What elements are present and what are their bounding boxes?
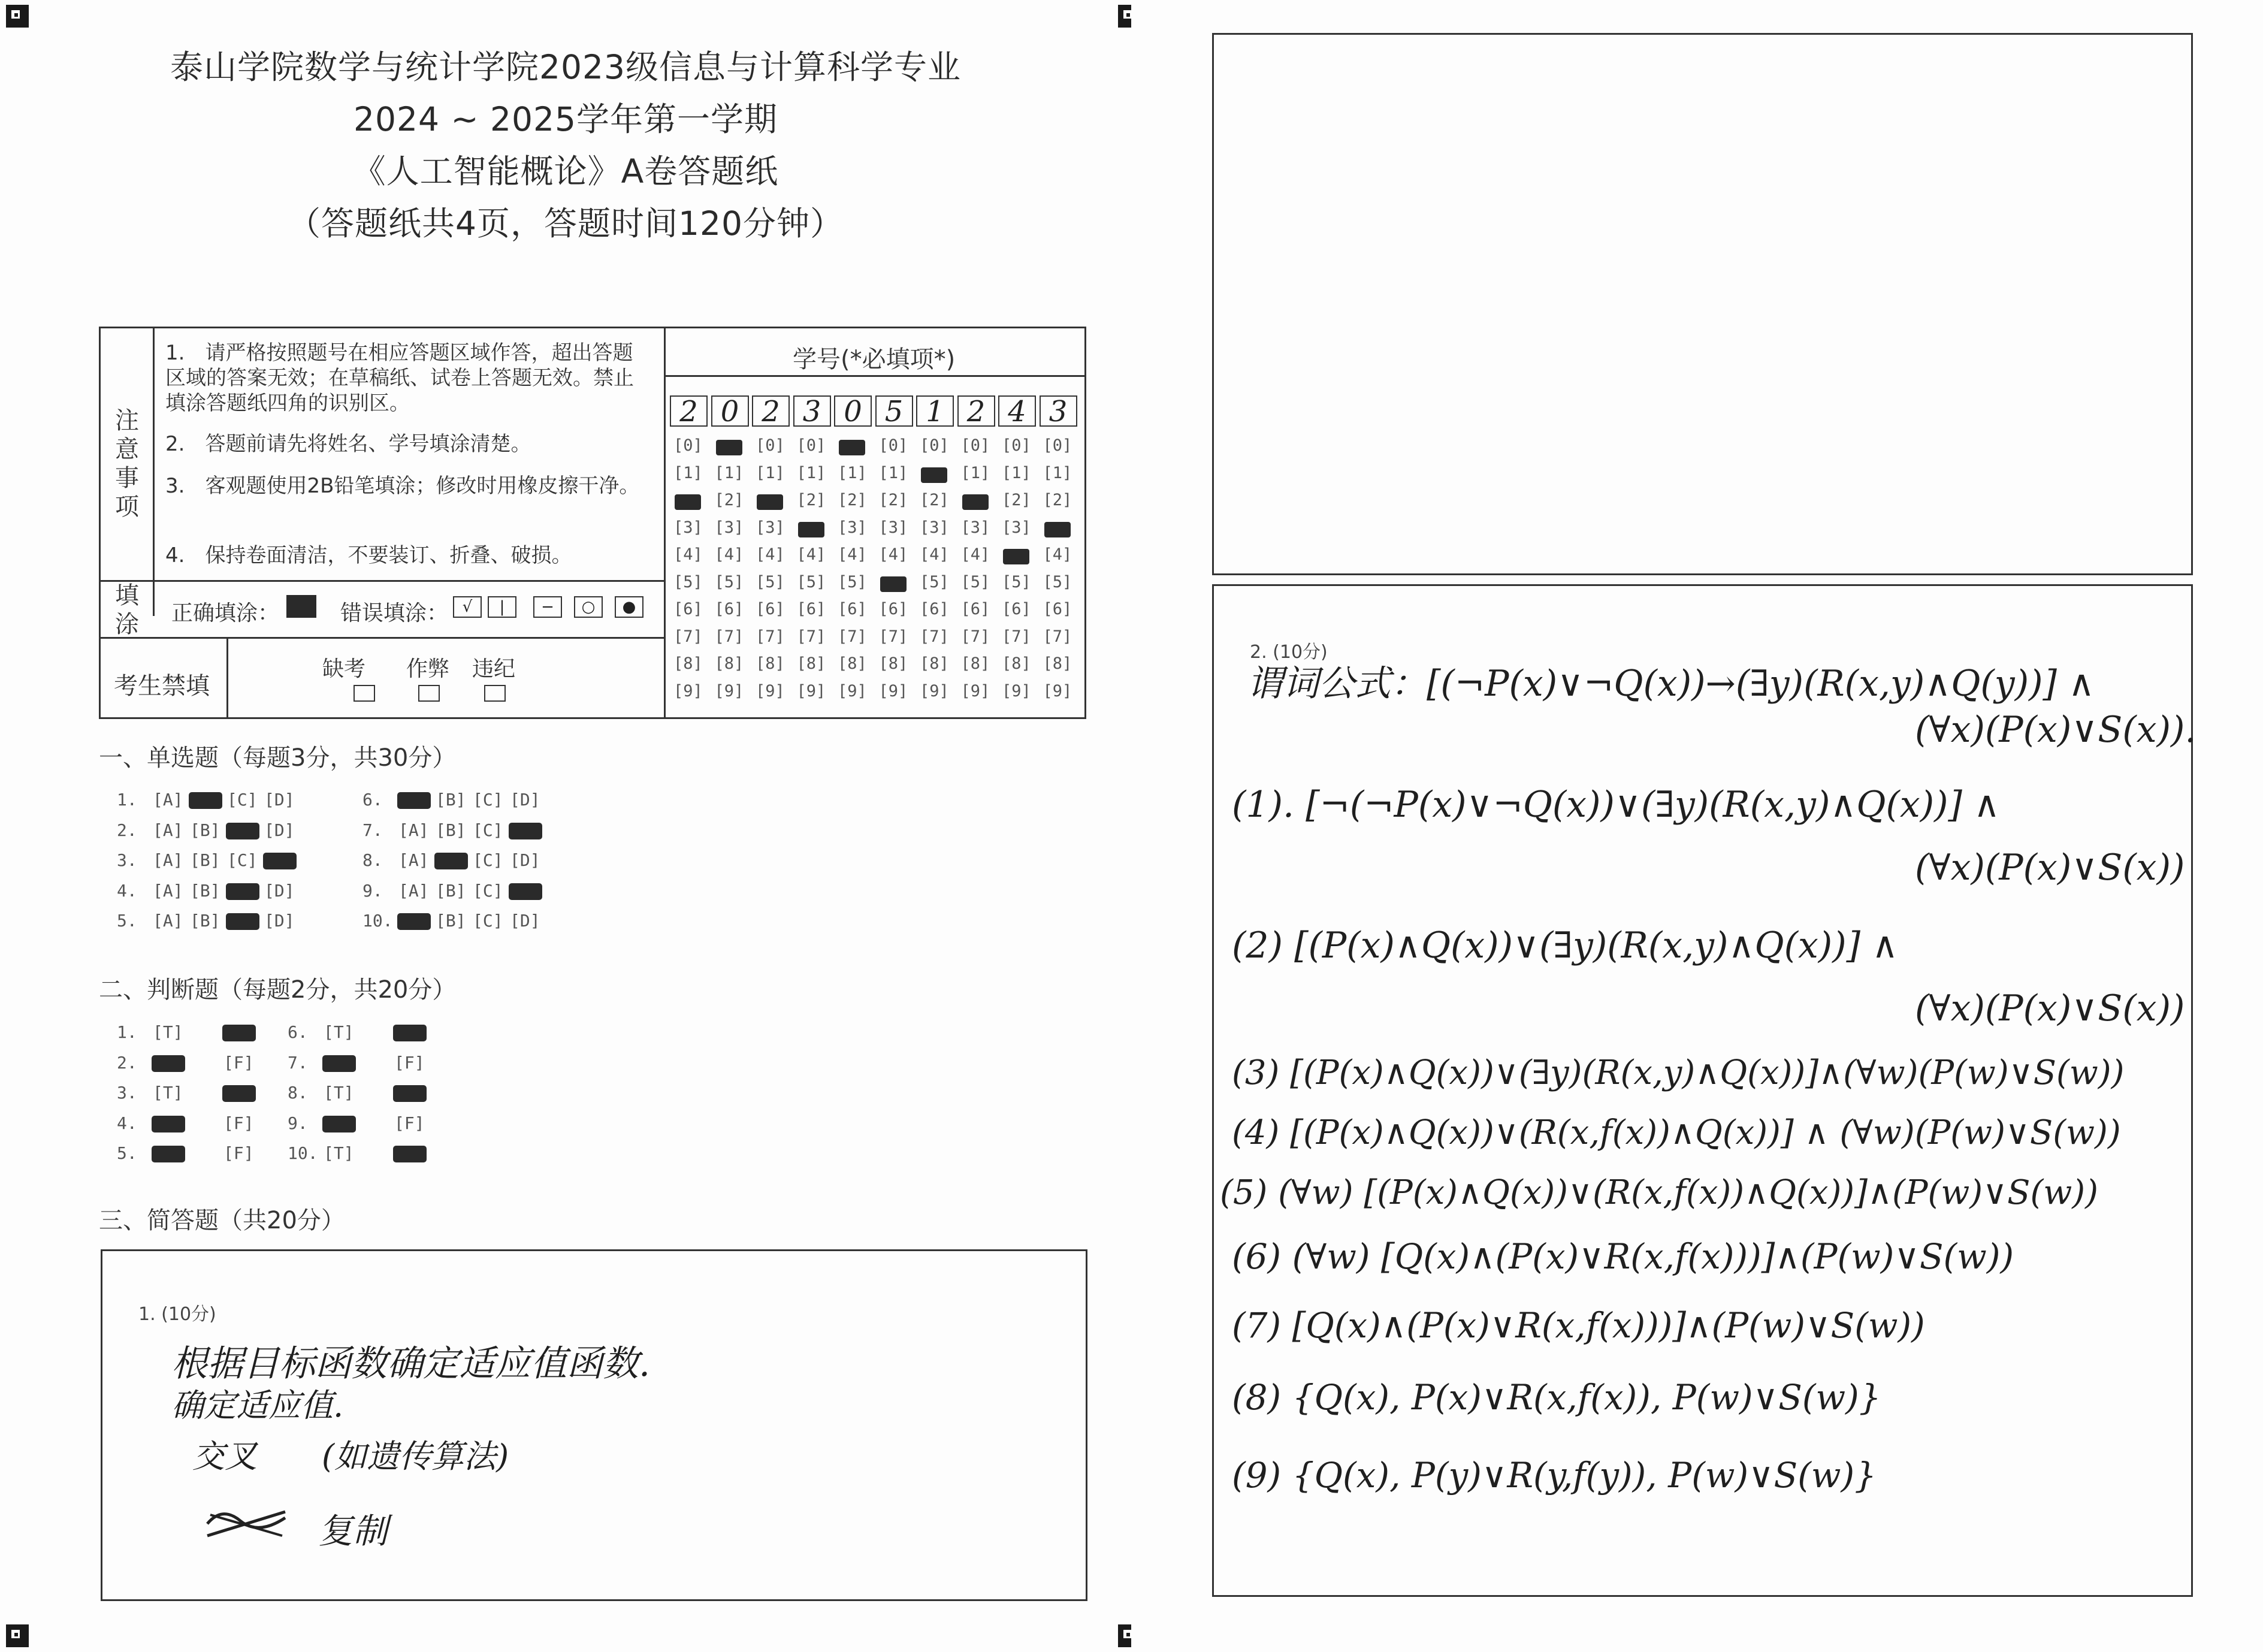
answer-option-a[interactable]: [A]	[153, 790, 183, 810]
q2-answer-box[interactable]	[1212, 584, 2196, 1597]
student-id-bubble[interactable]: [7]	[878, 627, 908, 646]
wrong-sample-dot: ●	[615, 596, 643, 618]
answer-option-d[interactable]	[264, 850, 295, 870]
header-note: （答题纸共4页，答题时间120分钟）	[288, 204, 844, 243]
answer-option-d[interactable]	[510, 881, 540, 901]
answer-option-b[interactable]: [B]	[436, 820, 466, 840]
answer-option-t[interactable]	[153, 1053, 183, 1073]
student-id-bubble[interactable]: [4]	[838, 545, 867, 564]
student-id-bubble[interactable]: [5]	[1043, 572, 1072, 591]
answer-option-t[interactable]	[324, 1113, 354, 1133]
wrong-sample-check: √	[453, 596, 482, 618]
student-id-bubble[interactable]: [4]	[714, 545, 744, 564]
wrong-sample-bar: |	[488, 596, 516, 618]
fill-correct-label: 正确填涂：	[171, 601, 280, 626]
answer-option-c[interactable]: [C]	[473, 880, 503, 901]
question-number: 5.	[117, 1143, 137, 1163]
question-number: 2.	[117, 1052, 137, 1073]
answer-option-b[interactable]: [B]	[436, 880, 466, 901]
student-id-digit-box: 2	[670, 395, 708, 427]
student-id-bubble[interactable]: [6]	[838, 600, 867, 618]
student-id-bubble[interactable]: [7]	[714, 627, 744, 646]
answer-option-c[interactable]: [C]	[227, 850, 258, 870]
student-id-bubble[interactable]: [7]	[1043, 627, 1072, 646]
student-id-bubble[interactable]: [9]	[756, 681, 785, 700]
q2-label: 2. (10分)	[1250, 642, 1328, 663]
student-id-bubble[interactable]: [0]	[920, 436, 949, 455]
student-id-bubble[interactable]: [5]	[756, 572, 785, 591]
answer-option-c[interactable]: [C]	[473, 911, 503, 931]
q2-answer-line-2: (∀x)(P(x)∨S(x)).	[1915, 709, 2196, 751]
answer-sheet-page-right	[1131, 0, 2263, 1652]
forbidden-violation-box[interactable]	[484, 685, 506, 702]
answer-option-a[interactable]: [A]	[398, 850, 429, 870]
student-id-bubble[interactable]: [3]	[838, 518, 867, 537]
question-number: 9.	[288, 1113, 308, 1133]
question-number: 1.	[117, 790, 137, 810]
forbidden-violation-label: 违纪	[472, 657, 516, 681]
student-id-bubble[interactable]: [6]	[796, 600, 826, 618]
section1-title: 一、单选题（每题3分，共30分）	[99, 744, 457, 772]
answer-option-c[interactable]: [C]	[227, 790, 258, 810]
student-id-bubble[interactable]: [8]	[878, 654, 908, 673]
answer-option-f[interactable]	[394, 1143, 425, 1163]
answer-option-t[interactable]: [T]	[324, 1143, 354, 1163]
answer-option-f[interactable]: [F]	[394, 1052, 425, 1073]
q2-answer-line-5: (2) [(P(x)∧Q(x))∨(∃y)(R(x,y)∧Q(x))] ∧	[1232, 925, 1899, 967]
header-term: 2024 ~ 2025学年第一学期	[354, 100, 778, 138]
answer-option-d[interactable]: [D]	[510, 911, 540, 931]
corner-marker	[6, 1624, 29, 1647]
q1-answer-box[interactable]	[101, 1249, 1087, 1601]
question-number: 3.	[117, 850, 137, 870]
student-id-bubble[interactable]: [3]	[878, 518, 908, 537]
answer-option-a[interactable]: [A]	[398, 880, 429, 901]
notice-item-2: 2. 答题前请先将姓名、学号填涂清楚。	[165, 432, 531, 456]
notice-item-1: 1. 请严格按照题号在相应答题区域作答，超出答题区域的答案无效；在草稿纸、试卷上答题无效。禁止填涂答题纸四角的识别区。	[165, 341, 634, 415]
student-id-bubble[interactable]: [8]	[960, 654, 990, 673]
answer-option-b[interactable]	[190, 790, 220, 810]
answer-option-f[interactable]	[394, 1083, 425, 1103]
question-number: 2.	[117, 820, 137, 840]
answer-option-t[interactable]: [T]	[153, 1022, 183, 1042]
answer-option-f[interactable]: [F]	[394, 1113, 425, 1133]
answer-option-c[interactable]: [C]	[473, 850, 503, 870]
student-id-bubble[interactable]: [8]	[920, 654, 949, 673]
answer-option-d[interactable]: [D]	[510, 790, 540, 810]
student-id-bubble[interactable]: [8]	[1043, 654, 1072, 673]
student-id-bubble[interactable]: [4]	[673, 545, 703, 564]
student-id-digit-box: 4	[998, 395, 1036, 427]
student-id-bubble[interactable]: [0]	[673, 436, 703, 455]
question-number: 4.	[117, 880, 137, 901]
q2-answer-line-13: (9) {Q(x), P(y)∨R(y,f(y)), P(w)∨S(w)}	[1232, 1455, 1877, 1496]
student-id-bubble[interactable]: [2]	[838, 491, 867, 509]
student-id-bubble[interactable]: [2]	[1043, 491, 1072, 509]
header-school: 泰山学院数学与统计学院2023级信息与计算科学专业	[170, 48, 961, 86]
forbidden-cheat-box[interactable]	[418, 685, 440, 702]
student-id-bubble[interactable]: [1]	[673, 463, 703, 482]
student-id-digit-box: 5	[875, 395, 913, 427]
student-id-bubble[interactable]: [0]	[878, 436, 908, 455]
question-number: 9.	[362, 880, 383, 901]
student-id-bubble[interactable]: [6]	[756, 600, 785, 618]
answer-option-t[interactable]: [T]	[324, 1022, 354, 1042]
wrong-sample-dash: −	[533, 596, 562, 618]
answer-option-f[interactable]	[394, 1022, 425, 1042]
answer-option-b[interactable]: [B]	[436, 911, 466, 931]
answer-option-t[interactable]	[153, 1143, 183, 1163]
section3-title: 三、简答题（共20分）	[99, 1207, 345, 1234]
student-id-bubble[interactable]: [1]	[960, 463, 990, 482]
forbidden-absent-box[interactable]	[354, 685, 375, 702]
answer-option-b[interactable]: [B]	[190, 850, 220, 870]
student-id-bubble[interactable]: [4]	[920, 545, 949, 564]
student-id-bubble[interactable]: [9]	[838, 681, 867, 700]
q2-answer-line-10: (6) (∀w) [Q(x)∧(P(x)∨R(x,f(x)))]∧(P(w)∨S(w))	[1232, 1236, 2014, 1277]
answer-option-c[interactable]: [C]	[473, 790, 503, 810]
answer-option-a[interactable]: [A]	[153, 820, 183, 840]
student-id-bubble[interactable]: [8]	[756, 654, 785, 673]
student-id-bubble[interactable]: [5]	[796, 572, 826, 591]
answer-option-a[interactable]: [A]	[153, 911, 183, 931]
student-id-bubble[interactable]: [7]	[673, 627, 703, 646]
student-id-bubble[interactable]: [9]	[1043, 681, 1072, 700]
question-number: 10.	[362, 911, 393, 931]
student-id-bubble[interactable]: [5]	[838, 572, 867, 591]
student-id-bubble[interactable]: [0]	[756, 436, 785, 455]
student-id-bubble[interactable]	[797, 518, 826, 537]
student-id-bubble[interactable]: [5]	[960, 572, 990, 591]
student-id-bubble[interactable]: [6]	[673, 600, 703, 618]
student-id-bubble[interactable]: [7]	[796, 627, 826, 646]
fill-label: 填 涂	[115, 582, 139, 638]
answer-option-t[interactable]: [T]	[153, 1083, 183, 1103]
question-number: 7.	[362, 820, 383, 840]
q1-crossed-out	[204, 1503, 288, 1545]
student-id-bubble[interactable]: [9]	[796, 681, 826, 700]
student-id-bubble[interactable]: [4]	[960, 545, 990, 564]
answer-option-d[interactable]: [D]	[264, 820, 295, 840]
student-id-bubble[interactable]: [8]	[838, 654, 867, 673]
blank-answer-box[interactable]	[1212, 33, 2193, 575]
student-id-bubble[interactable]: [0]	[796, 436, 826, 455]
answer-option-f[interactable]	[223, 1083, 254, 1103]
student-id-bubble[interactable]: [9]	[1002, 681, 1031, 700]
student-id-bubble[interactable]	[756, 491, 785, 509]
student-id-bubble[interactable]: [3]	[920, 518, 949, 537]
student-id-bubble[interactable]	[715, 436, 744, 455]
student-id-bubble[interactable]: [1]	[714, 463, 744, 482]
answer-option-b[interactable]: [B]	[436, 790, 466, 810]
question-number: 3.	[117, 1083, 137, 1103]
q2-answer-line-12: (8) {Q(x), P(x)∨R(x,f(x)), P(w)∨S(w)}	[1232, 1377, 1881, 1418]
answer-option-d[interactable]: [D]	[264, 911, 295, 931]
notice-item-3: 3. 客观题使用2B铅笔填涂；修改时用橡皮擦干净。	[165, 474, 640, 498]
student-id-bubble[interactable]: [9]	[673, 681, 703, 700]
q1-label: 1. (10分)	[138, 1304, 216, 1325]
student-id-bubble[interactable]	[961, 491, 990, 509]
answer-option-d[interactable]: [D]	[264, 790, 295, 810]
answer-sheet-page-left	[0, 0, 1131, 1652]
answer-option-d[interactable]: [D]	[510, 850, 540, 870]
answer-option-a[interactable]: [A]	[398, 820, 429, 840]
student-id-digit-box: 3	[1040, 395, 1077, 427]
q1-answer-line-3: 交叉 (如遗传算法)	[192, 1437, 509, 1475]
answer-option-t[interactable]	[153, 1113, 183, 1133]
student-id-bubble[interactable]: [2]	[920, 491, 949, 509]
student-id-bubble[interactable]: [9]	[878, 681, 908, 700]
answer-option-d[interactable]: [D]	[264, 880, 295, 901]
student-id-title: 学号(*必填项*)	[793, 346, 956, 373]
student-id-bubble[interactable]: [9]	[960, 681, 990, 700]
header-course: 《人工智能概论》A卷答题纸	[352, 152, 779, 191]
student-id-bubble[interactable]: [5]	[1002, 572, 1031, 591]
student-id-bubble[interactable]: [0]	[1043, 436, 1072, 455]
student-id-bubble[interactable]: [4]	[878, 545, 908, 564]
student-id-bubble[interactable]: [6]	[714, 600, 744, 618]
q2-answer-line-7: (3) [(P(x)∧Q(x))∨(∃y)(R(x,y)∧Q(x))]∧(∀w)(P(w)∨S(w))	[1232, 1053, 2125, 1092]
student-id-bubble[interactable]: [8]	[714, 654, 744, 673]
student-id-bubble[interactable]	[920, 464, 949, 482]
student-id-bubble[interactable]: [5]	[714, 572, 744, 591]
student-id-bubble[interactable]: [4]	[1043, 545, 1072, 564]
student-id-bubble[interactable]: [2]	[796, 491, 826, 509]
student-id-bubble[interactable]: [2]	[878, 491, 908, 509]
student-id-bubble[interactable]: [1]	[1002, 463, 1031, 482]
q1-answer-line-4: 复制	[318, 1511, 388, 1551]
answer-option-c[interactable]	[227, 820, 258, 840]
corner-marker	[6, 5, 29, 28]
student-id-bubble[interactable]: [1]	[878, 463, 908, 482]
notice-table	[99, 327, 1086, 719]
student-id-bubble[interactable]: [8]	[796, 654, 826, 673]
student-id-bubble[interactable]: [6]	[1002, 600, 1031, 618]
q2-answer-line-1: 谓词公式：[(¬P(x)∨¬Q(x))→(∃y)(R(x,y)∧Q(y))] ∧	[1247, 663, 2095, 705]
answer-option-a[interactable]: [A]	[153, 850, 183, 870]
student-id-bubble[interactable]: [8]	[1002, 654, 1031, 673]
student-id-bubble[interactable]: [3]	[714, 518, 744, 537]
wrong-sample-circle: ○	[574, 596, 603, 618]
student-id-bubble[interactable]: [5]	[673, 572, 703, 591]
q2-answer-line-4: (∀x)(P(x)∨S(x))	[1915, 847, 2185, 889]
notice-label: 注 意 事 项	[115, 407, 139, 521]
student-id-bubble[interactable]: [7]	[1002, 627, 1031, 646]
student-id-bubble[interactable]: [4]	[756, 545, 785, 564]
answer-option-f[interactable]: [F]	[223, 1143, 254, 1163]
question-number: 1.	[117, 1022, 137, 1042]
answer-option-b[interactable]: [B]	[190, 911, 220, 931]
student-id-bubble[interactable]	[1002, 545, 1031, 564]
q2-answer-line-6: (∀x)(P(x)∨S(x))	[1915, 987, 2185, 1029]
question-number: 4.	[117, 1113, 137, 1133]
student-id-bubble[interactable]: [0]	[1002, 436, 1031, 455]
answer-option-b[interactable]: [B]	[190, 820, 220, 840]
student-id-bubble[interactable]: [3]	[1002, 518, 1031, 537]
q2-answer-line-3: (1). [¬(¬P(x)∨¬Q(x))∨(∃y)(R(x,y)∧Q(x))] ∧	[1232, 784, 2000, 826]
fill-wrong-label: 错误填涂：	[340, 601, 449, 626]
student-id-bubble[interactable]: [0]	[960, 436, 990, 455]
fill-correct-sample	[286, 595, 316, 618]
student-id-bubble[interactable]: [6]	[920, 600, 949, 618]
student-id-bubble[interactable]: [2]	[1002, 491, 1031, 509]
answer-option-b[interactable]: [B]	[190, 880, 220, 901]
student-id-bubble[interactable]: [2]	[714, 491, 744, 509]
student-id-bubble[interactable]: [6]	[1043, 600, 1072, 618]
student-id-bubble[interactable]	[673, 491, 703, 509]
q2-answer-line-11: (7) [Q(x)∧(P(x)∨R(x,f(x)))]∧(P(w)∨S(w))	[1232, 1305, 1925, 1346]
question-number: 7.	[288, 1052, 308, 1073]
student-id-bubble[interactable]: [3]	[960, 518, 990, 537]
student-id-bubble[interactable]: [5]	[920, 572, 949, 591]
student-id-bubble[interactable]	[879, 573, 908, 591]
student-id-bubble[interactable]: [1]	[1043, 463, 1072, 482]
forbidden-absent-label: 缺考	[322, 657, 366, 681]
answer-option-a[interactable]	[398, 911, 429, 931]
student-id-bubble[interactable]	[838, 436, 867, 455]
student-id-bubble[interactable]: [1]	[756, 463, 785, 482]
q1-answer-line-2: 确定适应值.	[171, 1387, 344, 1424]
answer-option-b[interactable]	[436, 850, 466, 870]
answer-option-d[interactable]	[510, 820, 540, 840]
student-id-bubble[interactable]: [1]	[838, 463, 867, 482]
answer-option-c[interactable]: [C]	[473, 820, 503, 840]
question-number: 5.	[117, 911, 137, 931]
student-id-bubble[interactable]: [3]	[673, 518, 703, 537]
question-number: 8.	[288, 1083, 308, 1103]
student-id-digit-box: 2	[752, 395, 790, 427]
question-number: 10.	[288, 1143, 318, 1163]
student-id-digit-box: 0	[711, 395, 749, 427]
answer-option-a[interactable]: [A]	[153, 880, 183, 901]
q1-answer-line-1: 根据目标函数确定适应值函数.	[171, 1343, 651, 1385]
student-id-digit-box: 3	[793, 395, 831, 427]
notice-item-4: 4. 保持卷面清洁，不要装订、折叠、破损。	[165, 543, 572, 567]
answer-option-t[interactable]: [T]	[324, 1083, 354, 1103]
student-id-digit-box: 1	[916, 395, 954, 427]
student-id-digit-box: 2	[957, 395, 995, 427]
student-id-bubble[interactable]: [4]	[796, 545, 826, 564]
student-id-bubble[interactable]: [3]	[756, 518, 785, 537]
answer-option-t[interactable]	[324, 1053, 354, 1073]
student-id-bubble[interactable]: [7]	[920, 627, 949, 646]
forbidden-label: 考生禁填	[114, 672, 210, 700]
student-id-digit-box: 0	[834, 395, 872, 427]
section2-title: 二、判断题（每题2分，共20分）	[99, 976, 457, 1004]
student-id-bubble[interactable]: [8]	[673, 654, 703, 673]
question-number: 8.	[362, 850, 383, 870]
student-id-bubble[interactable]: [7]	[838, 627, 867, 646]
question-number: 6.	[288, 1022, 308, 1042]
answer-option-f[interactable]	[223, 1022, 254, 1042]
student-id-bubble[interactable]	[1043, 518, 1072, 537]
answer-option-a[interactable]	[398, 790, 429, 810]
student-id-bubble[interactable]: [7]	[756, 627, 785, 646]
answer-option-c[interactable]	[227, 881, 258, 901]
q2-answer-line-9: (5) (∀w) [(P(x)∧Q(x))∨(R(x,f(x))∧Q(x))]∧(P(w)∨S(w))	[1220, 1173, 2098, 1212]
q2-answer-line-8: (4) [(P(x)∧Q(x))∨(R(x,f(x))∧Q(x))] ∧ (∀w)(P(w)∨S(w))	[1232, 1113, 2121, 1152]
answer-option-f[interactable]: [F]	[223, 1052, 254, 1073]
question-number: 6.	[362, 790, 383, 810]
student-id-bubble[interactable]: [9]	[920, 681, 949, 700]
student-id-bubble[interactable]: [6]	[878, 600, 908, 618]
student-id-bubble[interactable]: [7]	[960, 627, 990, 646]
student-id-bubble[interactable]: [9]	[714, 681, 744, 700]
student-id-bubble[interactable]: [6]	[960, 600, 990, 618]
answer-option-c[interactable]	[227, 911, 258, 931]
forbidden-cheat-label: 作弊	[406, 657, 450, 681]
answer-option-f[interactable]: [F]	[223, 1113, 254, 1133]
student-id-bubble[interactable]: [1]	[796, 463, 826, 482]
